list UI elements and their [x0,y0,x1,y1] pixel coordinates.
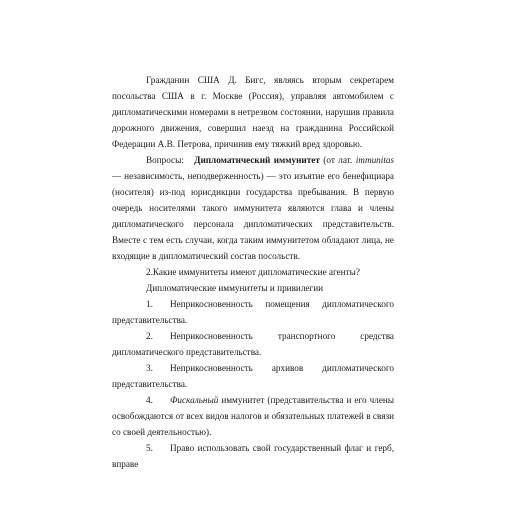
list-item [112,392,394,440]
list-item-number: 1. [146,299,153,309]
definition-text: — независимость, неподверженность) — это изъятие его бенефициара (носителя) из-под юрисдикции государства пребывания. В первую очередь носителями такого иммунитета являются глава и члены дипломатического персонала дипломатических представительств. Вместе с тем есть случаи, когда таким иммунитетом обладают лица, не входящие в дипломатический состав посольств. [112,171,394,261]
list-item-number: 4. [146,395,153,405]
list-item [112,328,394,360]
list-item [112,440,394,472]
question-2: 2.Какие иммунитеты имеют дипломатические агенты? [146,267,360,277]
list-item-text: Неприкосновенность архивов дипломатического представительства. [112,363,394,389]
list-item-text: Неприкосновенность транспортного средства дипломатического представительства. [112,331,394,357]
section-title: Дипломатические иммунитеты и привилегии [146,283,324,293]
term-diplomatic-immunity: Дипломатический иммунитет [194,155,320,165]
case-paragraph: Гражданин США Д. Бигс, являясь вторым секретарем посольства США в г. Москве (Россия), управляя автомобилем с дипломатическими номерами в нетрезвом состоянии, нарушив правила дорожного движения, совершил наезд на гражданина Российской Федерации А.В. Петрова, причинив ему тяжкий вред здоровью. [112,75,394,149]
document-body [112,72,394,472]
list-item [112,360,394,392]
list-item-number: 5. [146,443,153,453]
latin-word: immunitas [355,155,395,165]
questions-paragraph [112,152,394,264]
list-item-text: Право использовать свой государственный флаг и герб, вправе [112,443,394,469]
list-item-number: 3. [146,363,153,373]
questions-label: Вопросы: [146,155,184,165]
list-item-number: 2. [146,331,153,341]
etymology-open: (от лат. [323,155,353,165]
list-item-text: Неприкосновенность помещения дипломатического представительства. [112,299,394,325]
fiscal-term: Фискальный [170,395,219,405]
list-item-text: иммунитет (представительства и его члены освобождаются от всех видов налогов и обязательных платежей в связи со своей деятельностью). [112,395,394,437]
list-item [112,296,394,328]
